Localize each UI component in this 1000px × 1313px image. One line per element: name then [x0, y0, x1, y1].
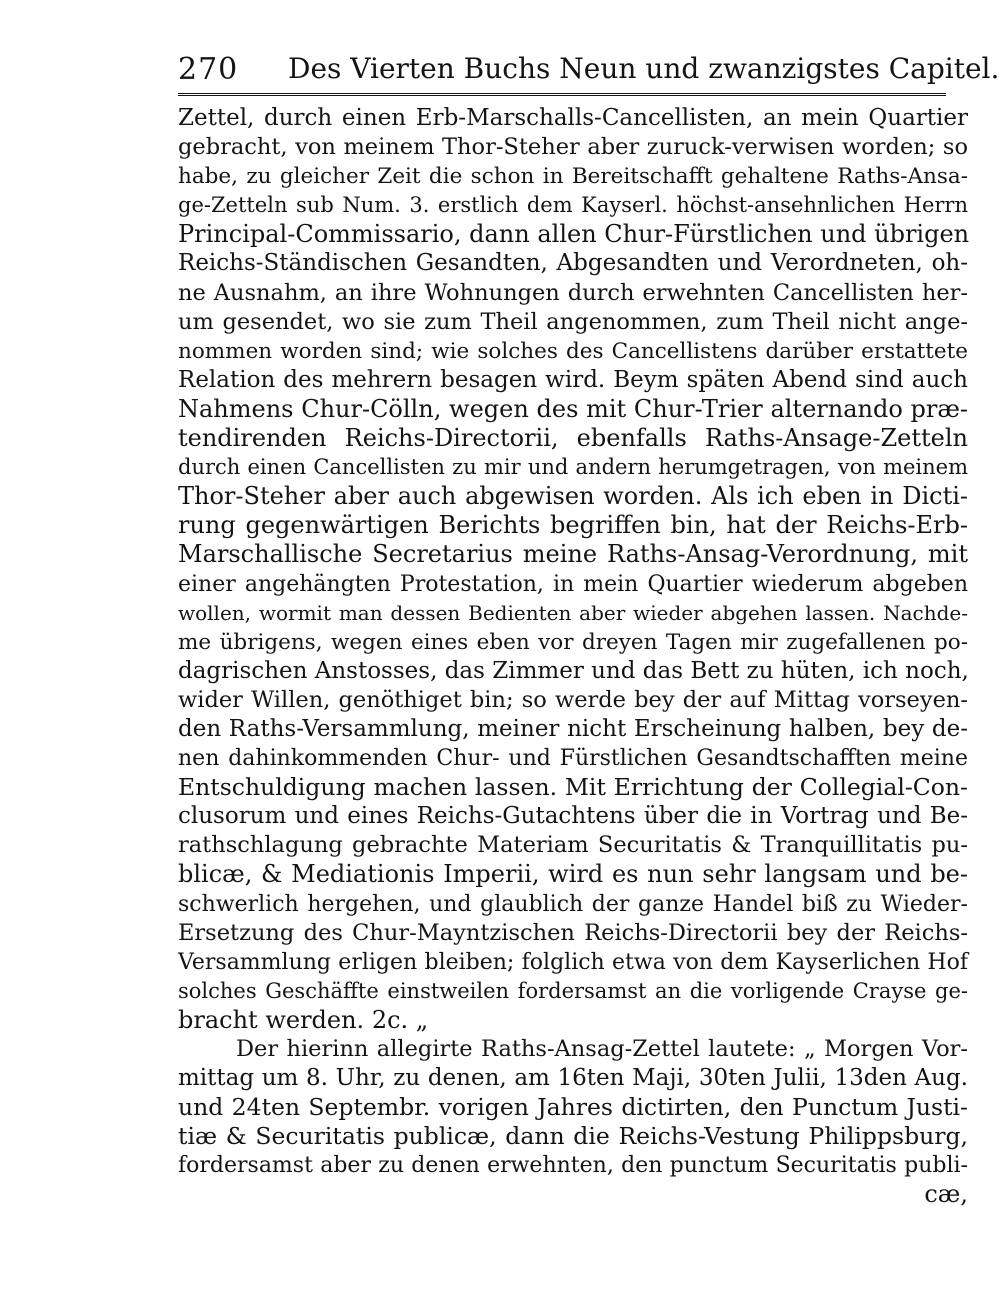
text-line: ne Ausnahm, an ihre Wohnungen durch erwehnten Cancellisten her-: [178, 279, 968, 306]
text-line: bracht werden. 2c. „: [178, 1005, 429, 1034]
text-line: und 24ten Septembr. vorigen Jahres dictirten, den Punctum Justi-: [178, 1093, 968, 1122]
text-line: Entschuldigung machen lassen. Mit Errichtung der Collegial-Con-: [178, 773, 968, 802]
page-header: [178, 46, 1000, 92]
text-line: Reichs-Ständischen Gesandten, Abgesandten und Verordneten, oh-: [178, 250, 968, 277]
text-line: rathschlagung gebrachte Materiam Securitatis & Tranquillitatis pu-: [178, 832, 968, 859]
text-line: Zettel, durch einen Erb-Marschalls-Cancellisten, an mein Quartier: [178, 105, 968, 131]
text-line: tiæ & Securitatis publicæ, dann die Reichs-Vestung Philippsburg,: [178, 1122, 968, 1151]
text-line: gebracht, von meinem Thor-Steher aber zuruck-verwisen worden; so: [178, 134, 968, 161]
text-line: Principal-Commissario, dann allen Chur-Fürstlichen und übrigen: [178, 220, 970, 249]
text-line: habe, zu gleicher Zeit die schon in Bereitschafft gehaltene Raths-Ansa-: [178, 164, 968, 190]
catchword: cæ,: [924, 1180, 968, 1209]
body-text: [178, 104, 968, 1210]
text-line: solches Geschäffte einstweilen fordersamst an die vorligende Crayse ge-: [178, 978, 968, 1003]
text-line: clusorum und eines Reichs-Gutachtens über die in Vortrag und Be-: [178, 803, 968, 830]
text-line: ge-Zetteln sub Num. 3. erstlich dem Kayserl. höchst-ansehnlichen Herrn: [178, 193, 968, 218]
text-line: Versammlung erligen bleiben; folglich etwa von dem Kayserlichen Hof: [178, 949, 968, 975]
text-line: nommen worden sind; wie solches des Cancellistens darüber erstattete: [178, 338, 968, 364]
text-line: Nahmens Chur-Cölln, wegen des mit Chur-Trier alternando præ-: [178, 394, 968, 423]
text-line: Ersetzung des Chur-Mayntzischen Reichs-Directorii bey der Reichs-: [178, 919, 968, 946]
text-line: me übrigens, wegen eines eben vor dreyen Tagen mir zugefallenen po-: [178, 629, 968, 655]
text-line: rung gegenwärtigen Berichts begriffen bin, hat der Reichs-Erb-: [178, 511, 968, 540]
text-line: durch einen Cancellisten zu mir und andern herumgetragen, von meinem: [178, 455, 968, 480]
text-line: blicæ, & Mediationis Imperii, wird es nun sehr langsam und be-: [178, 860, 968, 889]
text-line: einer angehängten Protestation, in mein Quartier wiederum abgeben: [178, 571, 968, 597]
text-line: schwerlich hergehen, und glaublich der ganze Handel biß zu Wieder-: [178, 891, 968, 917]
text-line: nen dahinkommenden Chur- und Fürstlichen Gesandtschafften meine: [178, 746, 968, 772]
text-line: Thor-Steher aber auch abgewisen worden. Als ich eben in Dicti-: [178, 482, 968, 511]
text-line: wider Willen, genöthiget bin; so werde bey der auf Mittag vorseyen-: [178, 686, 968, 713]
text-line: tendirenden Reichs-Directorii, ebenfalls Raths-Ansage-Zetteln: [178, 424, 968, 453]
text-line: mittag um 8. Uhr, zu denen, am 16ten Maji, 30ten Julii, 13den Aug.: [178, 1065, 968, 1092]
text-line: Relation des mehrern besagen wird. Beym späten Abend sind auch: [178, 366, 968, 393]
header-rule: [178, 93, 946, 96]
text-line: den Raths-Versammlung, meiner nicht Erscheinung halben, bey de-: [178, 715, 968, 742]
text-line: dagrischen Anstosses, das Zimmer und das Bett zu hüten, ich noch,: [178, 657, 969, 684]
text-line: Der hierinn allegirte Raths-Ansag-Zettel lautete: „ Morgen Vor-: [236, 1036, 968, 1062]
text-line: Marschallische Secretarius meine Raths-Ansag-Verordnung, mit: [178, 540, 968, 569]
text-line: fordersamst aber zu denen erwehnten, den punctum Securitatis publi-: [178, 1153, 968, 1179]
running-head: Des Vierten Buchs Neun und zwanzigstes Capitel.: [288, 52, 1000, 85]
text-line: um gesendet, wo sie zum Theil angenommen, zum Theil nicht ange-: [178, 308, 968, 335]
text-line: wollen, wormit man dessen Bedienten aber wieder abgehen lassen. Nachde-: [178, 600, 968, 625]
page-number: 270: [178, 52, 239, 87]
